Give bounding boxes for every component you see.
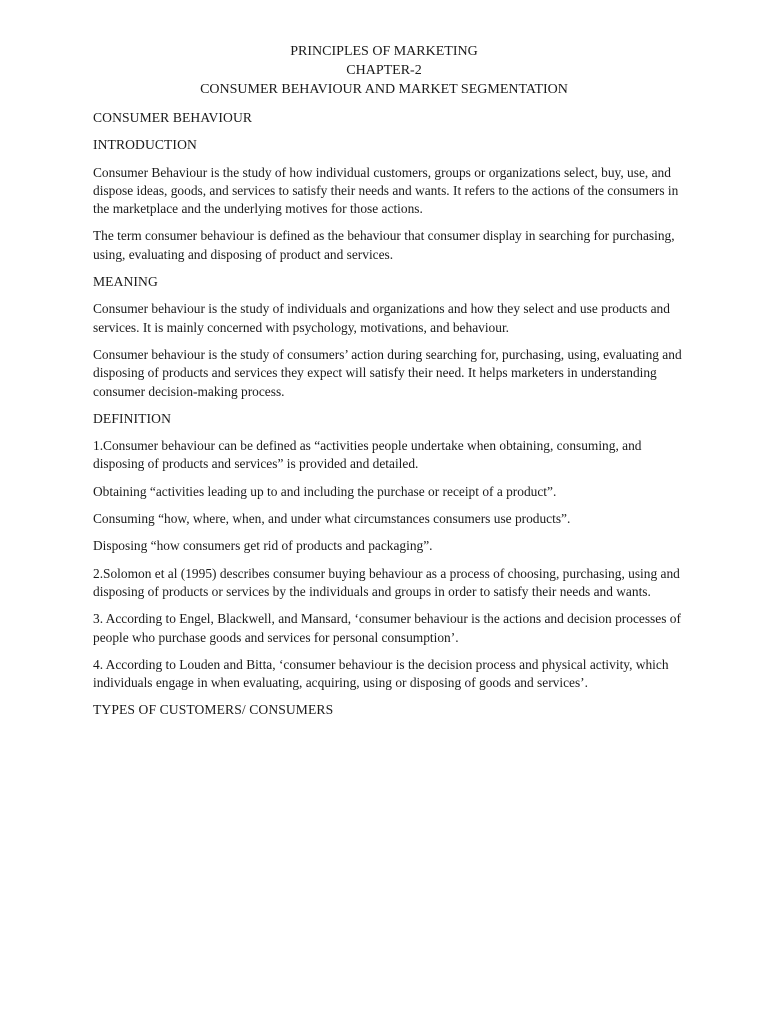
paragraph: Disposing “how consumers get rid of products and packaging”. [93,538,433,554]
section-heading-types-of-customers: TYPES OF CUSTOMERS/ CONSUMERS [93,702,334,718]
paragraph: 2.Solomon et al (1995) describes consumer buying behaviour as a process of choosing, purchasing, using and disposing of products or services by the individuals and groups in order to satisfy their needs and wants. [93,565,680,599]
section-heading-consumer-behaviour: CONSUMER BEHAVIOUR [93,110,253,125]
paragraph: The term consumer behaviour is defined as the behaviour that consumer display in searching for purchasing, using, evaluating and disposing of product and services. [93,228,675,262]
section-heading-meaning: MEANING [93,274,158,290]
chapter-title: CONSUMER BEHAVIOUR AND MARKET SEGMENTATION [200,82,568,97]
paragraph: 1.Consumer behaviour can be defined as “activities people undertake when obtaining, consuming, and disposing of products and services” is provided and detailed. [93,438,642,472]
course-title: PRINCIPLES OF MARKETING [290,44,478,59]
paragraph: Obtaining “activities leading up to and including the purchase or receipt of a product”. [93,483,557,499]
paragraph: Consumer behaviour is the study of individuals and organizations and how they select and use products and services. It is mainly concerned with psychology, motivations, and behaviour. [93,301,670,335]
chapter-number: CHAPTER-2 [346,63,422,78]
paragraph: Consumer Behaviour is the study of how individual customers, groups or organizations select, buy, use, and dispose ideas, goods, and services to satisfy their needs and wants. It refers to the actions of the consumers in the marketplace and the underlying motives for those actions. [93,164,679,217]
section-heading-introduction: INTRODUCTION [93,137,197,153]
paragraph: 4. According to Louden and Bitta, ‘consumer behaviour is the decision process and physical activity, which individuals engage in when evaluating, acquiring, using or disposing of goods and services’. [93,656,669,691]
paragraph: Consumer behaviour is the study of consumers’ action during searching for, purchasing, using, evaluating and disposing of products and services they expect will satisfy their need. It helps marketers in understanding consumer decision-making process. [93,346,682,399]
section-heading-definition: DEFINITION [93,410,172,426]
document-header [0,42,768,99]
document-body [93,109,683,729]
paragraph: Consuming “how, where, when, and under what circumstances consumers use products”. [93,511,571,527]
paragraph: 3. According to Engel, Blackwell, and Mansard, ‘consumer behaviour is the actions and decision processes of people who purchase goods and services for personal consumption’. [93,611,681,645]
